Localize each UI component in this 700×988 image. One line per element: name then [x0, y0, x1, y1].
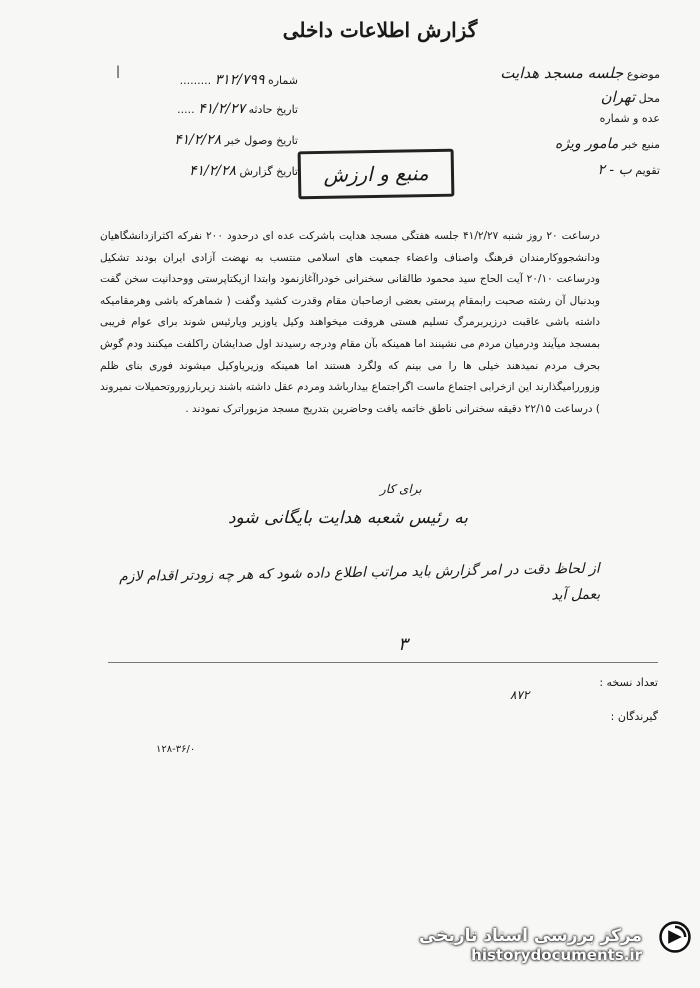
- recipients-label: گیرندگان :: [610, 710, 658, 723]
- archive-watermark: [419, 926, 642, 964]
- number-value: ۳۱۲/۷۹۹: [214, 72, 265, 88]
- source-stamp: منبع و ارزش: [298, 149, 455, 200]
- margin-mark: |: [116, 64, 121, 78]
- incident-date-row: تاریخ حادثه ۴۱/۲/۲۷ .....: [177, 101, 298, 117]
- handwritten-note-1: به رئیس شعبه هدایت بایگانی شود: [227, 508, 468, 528]
- place-label: محل: [638, 92, 660, 105]
- source-label: منبع خبر: [621, 138, 660, 151]
- number-row: شماره ۳۱۲/۷۹۹ .........: [179, 72, 298, 88]
- report-date-label: تاریخ گزارش: [239, 165, 298, 178]
- receipt-date-row: [148, 132, 298, 148]
- place-row: [460, 88, 660, 106]
- footer-mark: ۸۷۲: [510, 688, 530, 702]
- rating-row: [460, 162, 660, 178]
- copies-label: تعداد نسخه :: [599, 676, 658, 689]
- rating-label: تقویم: [635, 164, 660, 177]
- archive-logo-icon: [658, 920, 692, 954]
- receipt-date-label: تاریخ وصول خبر: [224, 134, 298, 147]
- subject-row: [460, 64, 660, 82]
- rating-value: ب - ۲: [597, 162, 632, 178]
- number-label: شماره: [267, 74, 298, 87]
- place-value: تهران: [600, 88, 636, 106]
- initial-mark: برای کار: [380, 482, 422, 496]
- report-date-value: ۴۱/۲/۲۸: [188, 163, 236, 179]
- report-paragraph: درساعت ۲۰ روز شنبه ۴۱/۲/۲۷ جلسه هفتگی مسجد هدایت باشرکت عده ای درحدود ۲۰۰ نفرکه اکثرازدانشگاهیان ودانشجووکارمندان فرهنگ واصناف واعضاء جمعیت های اسلامی منتسب به نهضت آزادی ایران بودند تشکیل ودرساعت ۲۰/۱۰ آیت الحاج سید محمود طالقانی سخنرانی خودراآغازنمود وابتدا ازیکتاپرستی ووحدانیت سخن گفت وبدنبال آن رشته صحبت رابمقام پرستی بعضی ازصاحبان مقام وقدرت کشید وگفت ( شماهرکه باشی وهرمقامیکه داشته باشی عاقبت درزیربرمرگ تسلیم هستی هروقت میخواهند وکیل یاوزیر ویارئیس شوند برای عوام فریبی بمسجد میآیند ودرمیان مردم می نشینند اما همینکه بآن مقام ودرجه رسیدند اول صدایشان راکلفت میکنند ودم گوش بحرف مردم نمیدهند خیلی ها را می بینم که ولگرد هستند اما همینکه وزیریاوکیل میشوند فوری بنای ظلم وزورراميگذارند این ازخرابی اجتماع ماست اگراجتماع بیدارباشد ومردم عقل داشته باشند زیربارزوروتحمیلات نمیروند ) درساعت ۲۲/۱۵ دقیقه سخنرانی ناطق خاتمه یافت وحاضرین بتدریج مسجد مزبوراترک نمودند .: [100, 230, 600, 415]
- watermark-title: مرکز بررسی اسناد تاریخی: [419, 926, 642, 946]
- count-label: عده و شماره: [599, 112, 660, 125]
- report-date-row: [138, 163, 298, 179]
- incident-date-label: تاریخ حادثه: [248, 103, 298, 116]
- document-reference: ۱۲۸-۳۶/۰: [156, 744, 196, 755]
- incident-date-value: ۴۱/۲/۲۷: [198, 101, 246, 117]
- watermark-url: historydocuments.ir: [471, 946, 642, 964]
- subject-label: موضوع: [626, 68, 660, 81]
- handwritten-note-3: ٣: [398, 634, 408, 655]
- subject-value: جلسه مسجد هدایت: [500, 64, 624, 82]
- count-row: [460, 112, 660, 125]
- report-body: [100, 226, 600, 420]
- source-value: مامور ویژه: [554, 136, 619, 152]
- source-row: [460, 136, 660, 152]
- footer-divider: [108, 662, 658, 663]
- handwritten-note-2: از لحاظ دقت در امر گزارش باید مراتب اطلاع داده شود که هر چه زودتر اقدام لازم بعمل آید: [118, 560, 601, 604]
- document-title: گزارش اطلاعات داخلی: [282, 18, 478, 42]
- receipt-date-value: ۴۱/۲/۲۸: [174, 132, 222, 148]
